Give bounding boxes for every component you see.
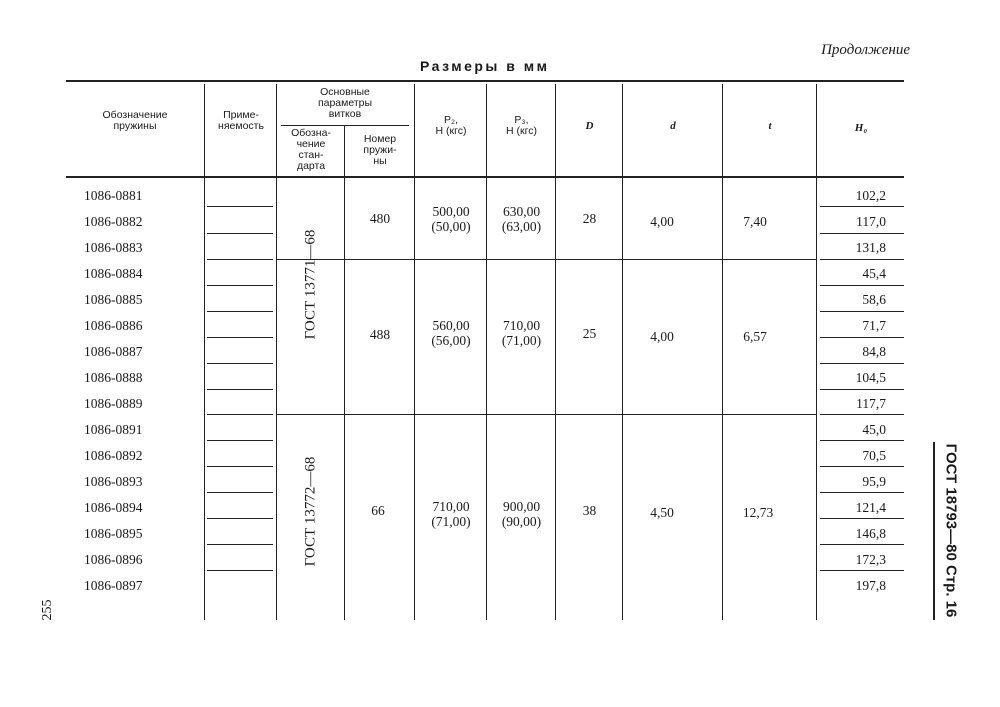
p2-value: 710,00 [432, 499, 470, 514]
p2-kgf-value: (56,00) [431, 333, 471, 348]
header-t: t [768, 120, 772, 132]
h0-value: 70,5 [862, 448, 886, 463]
table-row: 1086-0896 [84, 552, 143, 567]
table-row: 1086-0889 [84, 396, 143, 411]
table-row: 1086-0883 [84, 240, 143, 255]
margin-note: ГОСТ 18793—80 Стр. 16 [942, 443, 960, 618]
h0-value: 131,8 [855, 240, 886, 255]
spring-number: 480 [369, 211, 391, 226]
table-row: 1086-0884 [84, 266, 143, 281]
h0-value: 102,2 [855, 188, 886, 203]
h0-value: 95,9 [862, 474, 886, 489]
h0-value: 172,3 [855, 552, 886, 567]
header-designation: Обозначение пружины [102, 109, 168, 132]
d-value: 4,00 [650, 329, 674, 344]
table-row: 1086-0891 [84, 422, 143, 437]
table-row: 1086-0886 [84, 318, 143, 333]
table-row: 1086-0895 [84, 526, 143, 541]
h0-value: 146,8 [855, 526, 886, 541]
table-row: 1086-0881 [84, 188, 143, 203]
table-row: 1086-0885 [84, 292, 143, 307]
p2-value: 500,00 [432, 204, 470, 219]
h0-value: 45,4 [862, 266, 886, 281]
header-D: D [585, 120, 594, 132]
header-p3: P₃, Н (кгс) [506, 114, 537, 137]
header-applicability: Приме- няемость [218, 109, 264, 132]
page-number: 255 [40, 599, 55, 621]
t-value: 6,57 [743, 329, 767, 344]
h0-value: 121,4 [855, 500, 886, 515]
p2-kgf-value: (71,00) [431, 514, 471, 529]
p3-value: 630,00 [502, 204, 541, 219]
D-value: 28 [582, 211, 597, 226]
p2-value: 560,00 [432, 318, 470, 333]
h0-value: 84,8 [862, 344, 886, 359]
h0-value: 45,0 [862, 422, 886, 437]
header-spring-number: Номер пружи- ны [363, 133, 397, 167]
header-d: d [670, 120, 676, 132]
p3-kgf-value: (63,00) [501, 219, 542, 234]
header-main-params: Основные параметры витков [317, 86, 373, 120]
t-value: 12,73 [742, 505, 774, 520]
table-row: 1086-0893 [84, 474, 143, 489]
header-H0: H₀ [854, 122, 868, 134]
p3-kgf-value: (71,00) [501, 333, 542, 348]
p2-kgf-value: (50,00) [431, 219, 471, 234]
continuation-label: Продолжение [821, 42, 910, 58]
h0-value: 104,5 [855, 370, 886, 385]
p3-value: 900,00 [502, 499, 541, 514]
h0-value: 58,6 [862, 292, 886, 307]
table-row: 1086-0887 [84, 344, 143, 359]
table-row: 1086-0894 [84, 500, 143, 515]
d-value: 4,50 [650, 505, 674, 520]
h0-value: 117,7 [856, 396, 886, 411]
table-row: 1086-0888 [84, 370, 143, 385]
spring-number: 488 [369, 327, 391, 342]
table-row: 1086-0892 [84, 448, 143, 463]
h0-value: 117,0 [856, 214, 886, 229]
standard-designation-1: ГОСТ 13771—68 [302, 229, 319, 340]
h0-value: 197,8 [855, 578, 886, 593]
spring-number: 66 [371, 503, 385, 518]
standard-designation-2: ГОСТ 13772—68 [302, 456, 319, 567]
D-value: 25 [582, 326, 597, 341]
table-row: 1086-0897 [84, 578, 143, 593]
header-std-designation: Обозна- чение стан- дарта [291, 127, 331, 172]
table-row: 1086-0882 [84, 214, 143, 229]
header-p2: P₂, Н (кгс) [435, 114, 467, 137]
d-value: 4,00 [650, 214, 674, 229]
p3-kgf-value: (90,00) [501, 514, 542, 529]
table-caption: Размеры в мм [420, 58, 550, 74]
D-value: 38 [582, 503, 597, 518]
margin-rule [933, 442, 935, 620]
t-value: 7,40 [743, 214, 767, 229]
h0-value: 71,7 [862, 318, 886, 333]
p3-value: 710,00 [502, 318, 541, 333]
